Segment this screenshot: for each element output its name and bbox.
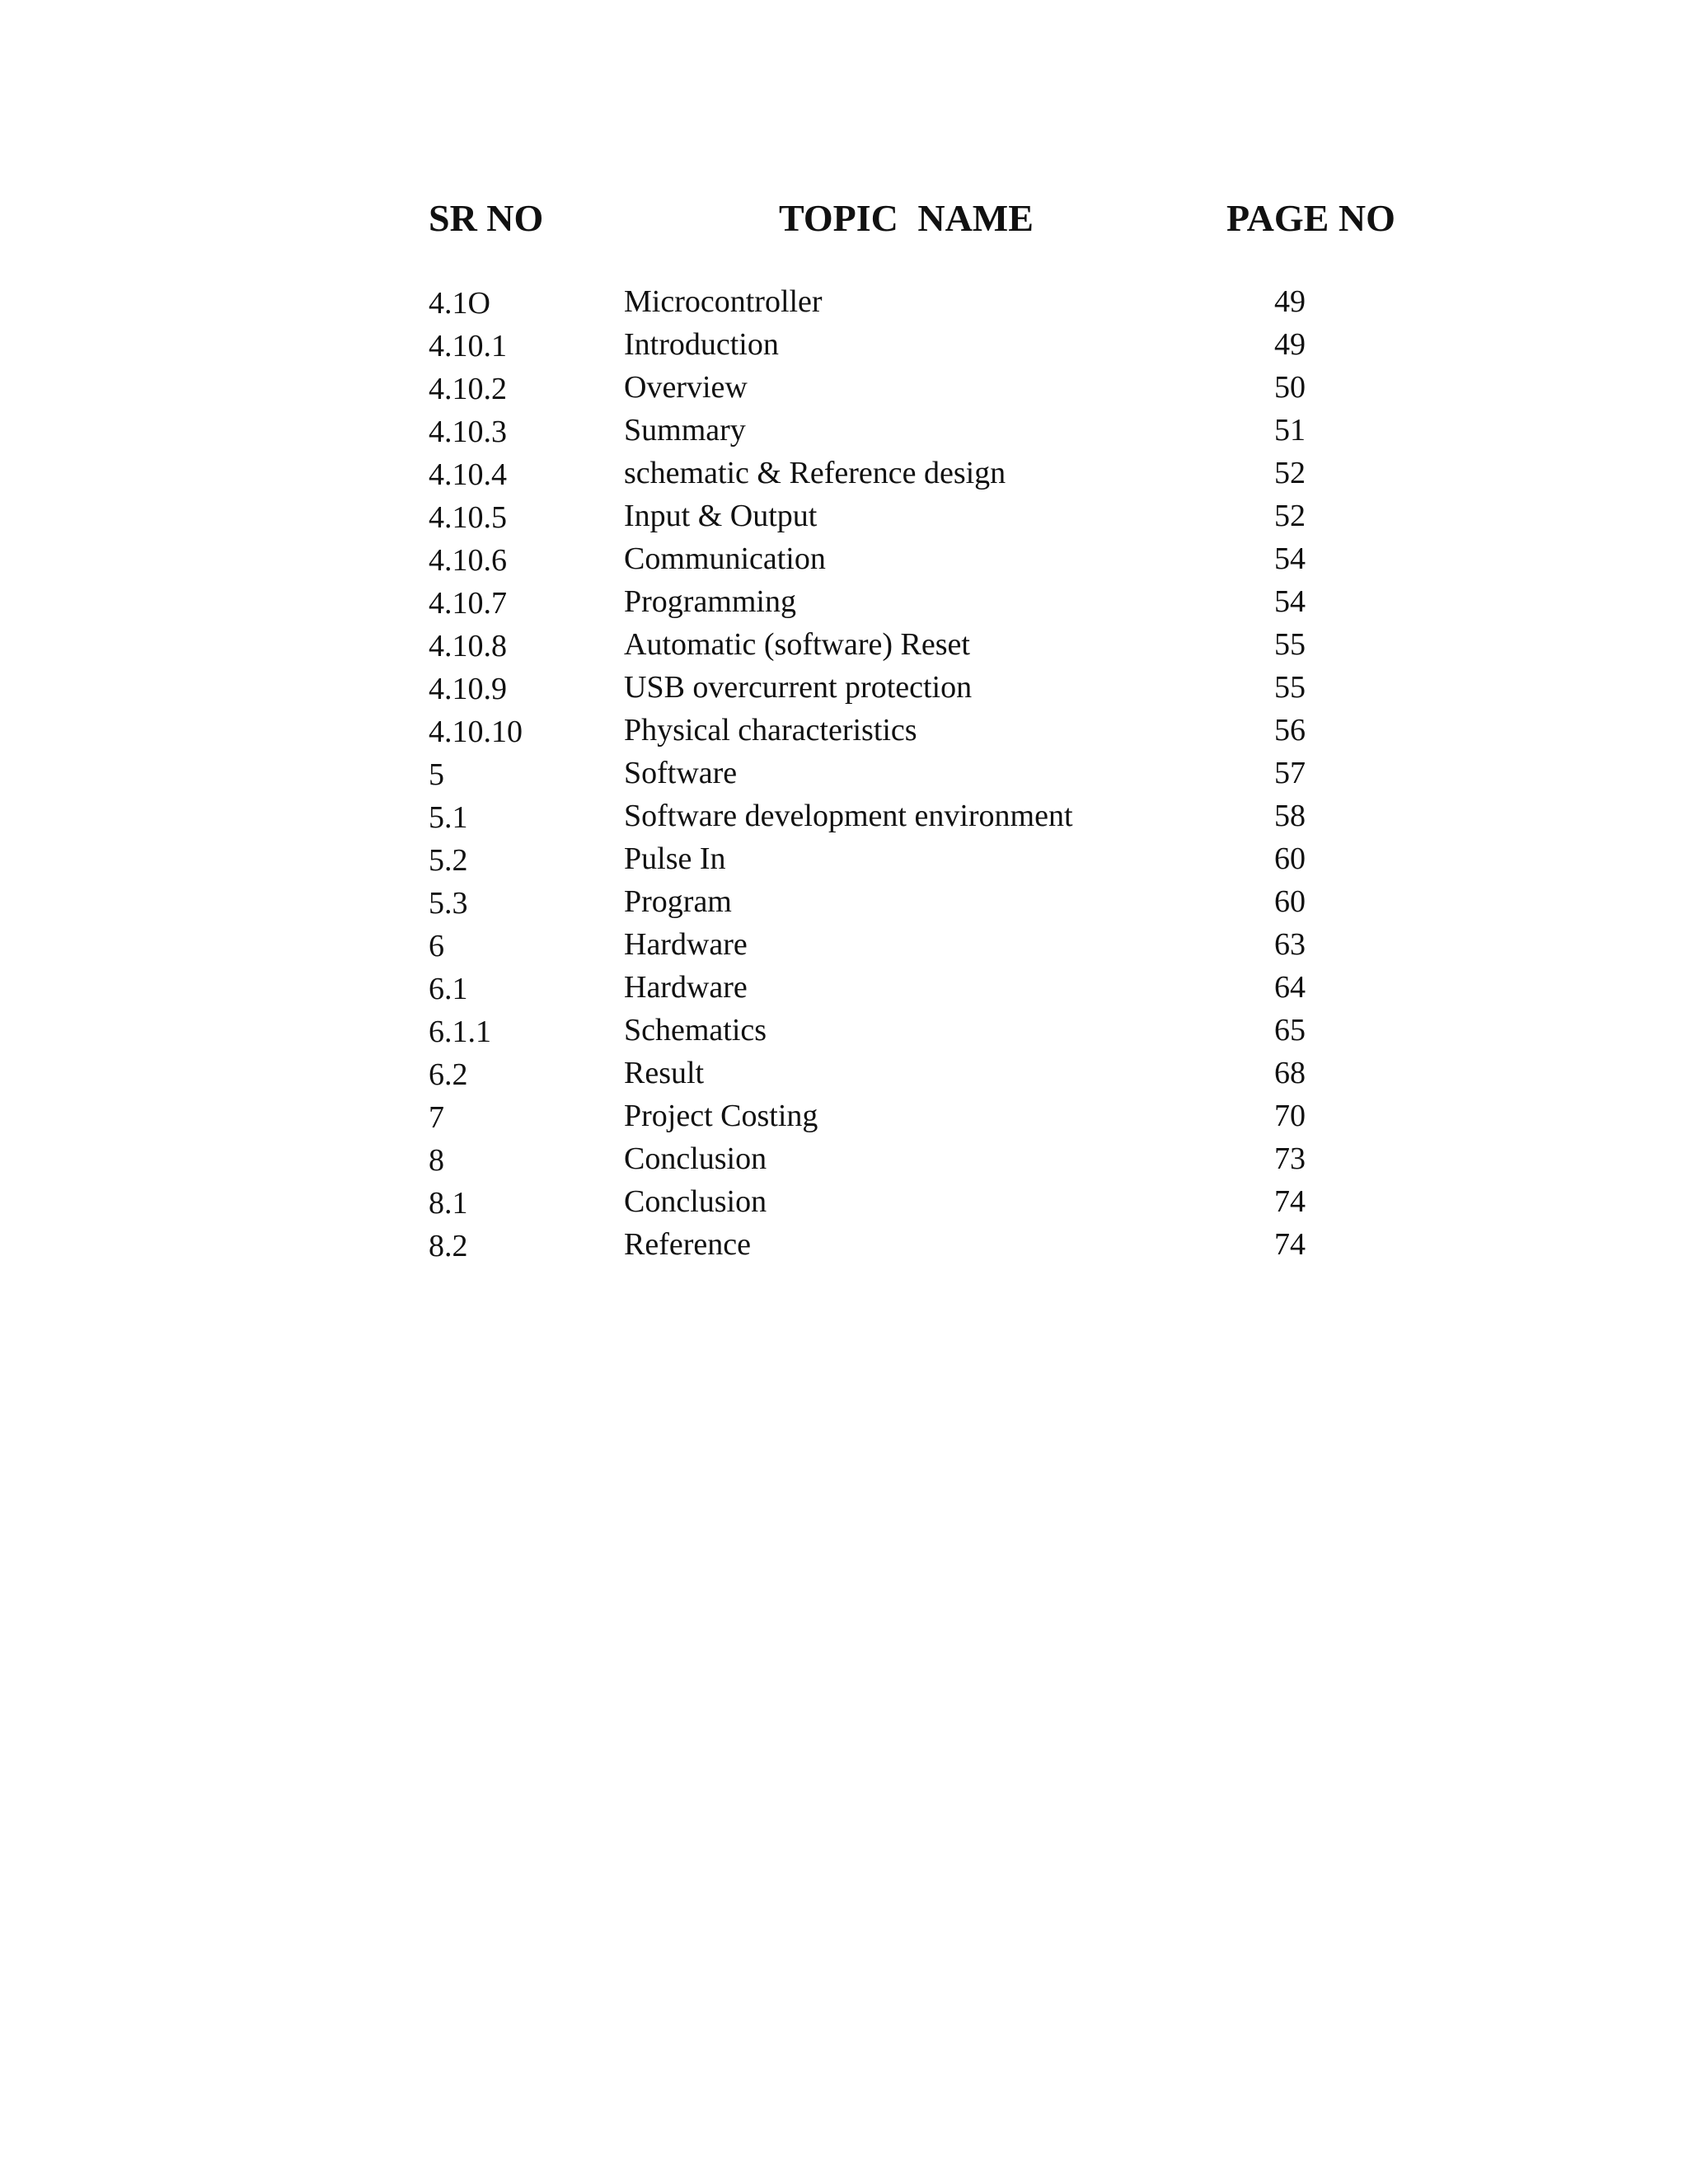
toc-page-no: 70 — [1274, 1099, 1306, 1133]
toc-topic-name: Software development environment — [624, 799, 1073, 833]
toc-sr-no: 6.1 — [429, 972, 468, 1006]
toc-topic-name: Input & Output — [624, 499, 818, 533]
toc-topic-name: Reference — [624, 1227, 751, 1262]
toc-topic-name: Overview — [624, 370, 748, 405]
toc-topic-name: Project Costing — [624, 1099, 818, 1133]
toc-row — [429, 837, 1418, 880]
toc-sr-no: 5.1 — [429, 800, 468, 835]
toc-sr-no: 6 — [429, 929, 444, 963]
toc-row — [429, 1223, 1418, 1266]
toc-row — [429, 452, 1418, 494]
toc-page-no: 65 — [1274, 1013, 1306, 1047]
toc-row — [429, 494, 1418, 537]
toc-topic-name: Physical characteristics — [624, 713, 917, 748]
toc-row — [429, 1180, 1418, 1223]
toc-page-no: 58 — [1274, 799, 1306, 833]
toc-sr-no: 4.10.2 — [429, 372, 507, 406]
header-sr-no: SR NO — [429, 197, 544, 239]
toc-sr-no: 8.1 — [429, 1186, 468, 1221]
toc-page-no: 49 — [1274, 284, 1306, 319]
toc-row — [429, 366, 1418, 409]
toc-sr-no: 4.10.4 — [429, 457, 507, 492]
toc-page-no: 52 — [1274, 456, 1306, 490]
toc-row — [429, 709, 1418, 752]
toc-page-no: 74 — [1274, 1227, 1306, 1262]
toc-page-no: 52 — [1274, 499, 1306, 533]
header-page-no: PAGE NO — [1226, 197, 1395, 239]
toc-sr-no: 4.10.8 — [429, 629, 507, 663]
toc-row — [429, 1094, 1418, 1137]
toc-row — [429, 1052, 1418, 1094]
toc-page-no: 55 — [1274, 627, 1306, 662]
toc-sr-no: 8 — [429, 1143, 444, 1178]
toc-row — [429, 537, 1418, 580]
toc-sr-no: 4.10.7 — [429, 586, 507, 621]
toc-row — [429, 1137, 1418, 1180]
toc-topic-name: Programming — [624, 584, 796, 619]
toc-page-no: 63 — [1274, 927, 1306, 962]
toc-sr-no: 4.1O — [429, 286, 490, 321]
toc-page-no: 74 — [1274, 1184, 1306, 1219]
toc-page-no: 51 — [1274, 413, 1306, 448]
toc-row — [429, 666, 1418, 709]
toc-topic-name: Hardware — [624, 970, 748, 1005]
toc-row — [429, 752, 1418, 794]
toc-topic-name: Program — [624, 884, 732, 919]
toc-page-no: 68 — [1274, 1056, 1306, 1090]
toc-row — [429, 280, 1418, 323]
toc-row — [429, 923, 1418, 966]
toc-row — [429, 323, 1418, 366]
toc-sr-no: 8.2 — [429, 1229, 468, 1263]
toc-topic-name: Pulse In — [624, 841, 726, 876]
toc-row — [429, 1009, 1418, 1052]
toc-row — [429, 794, 1418, 837]
toc-sr-no: 4.10.10 — [429, 715, 523, 749]
toc-topic-name: Schematics — [624, 1013, 767, 1047]
table-of-contents — [429, 190, 1418, 1263]
toc-page-no: 57 — [1274, 756, 1306, 790]
toc-sr-no: 4.10.5 — [429, 500, 507, 535]
toc-page-no: 54 — [1274, 541, 1306, 576]
toc-page-no: 55 — [1274, 670, 1306, 705]
toc-sr-no: 4.10.1 — [429, 329, 507, 363]
toc-row — [429, 623, 1418, 666]
toc-sr-no: 4.10.3 — [429, 415, 507, 449]
toc-page-no: 50 — [1274, 370, 1306, 405]
toc-topic-name: Introduction — [624, 327, 779, 362]
toc-topic-name: Summary — [624, 413, 746, 448]
toc-sr-no: 6.2 — [429, 1057, 468, 1092]
toc-topic-name: schematic & Reference design — [624, 456, 1006, 490]
toc-topic-name: Software — [624, 756, 738, 790]
toc-topic-name: Communication — [624, 541, 826, 576]
toc-page-no: 60 — [1274, 884, 1306, 919]
toc-page-no: 73 — [1274, 1141, 1306, 1176]
toc-topic-name: USB overcurrent protection — [624, 670, 973, 705]
toc-body — [429, 280, 1418, 1266]
toc-row — [429, 580, 1418, 623]
toc-topic-name: Conclusion — [624, 1184, 767, 1219]
toc-page-no: 60 — [1274, 841, 1306, 876]
toc-row — [429, 966, 1418, 1009]
toc-page-no: 54 — [1274, 584, 1306, 619]
toc-sr-no: 5.2 — [429, 843, 468, 878]
toc-sr-no: 5.3 — [429, 886, 468, 921]
toc-topic-name: Automatic (software) Reset — [624, 627, 970, 662]
toc-topic-name: Result — [624, 1056, 705, 1090]
toc-page-no: 64 — [1274, 970, 1306, 1005]
toc-header-row — [429, 190, 1418, 247]
toc-row — [429, 880, 1418, 923]
header-topic-name: TOPIC NAME — [779, 197, 1034, 239]
toc-sr-no: 5 — [429, 757, 444, 792]
toc-sr-no: 7 — [429, 1100, 444, 1135]
toc-topic-name: Conclusion — [624, 1141, 767, 1176]
toc-sr-no: 6.1.1 — [429, 1015, 491, 1049]
toc-sr-no: 4.10.9 — [429, 672, 507, 706]
toc-page-no: 56 — [1274, 713, 1306, 748]
toc-page-no: 49 — [1274, 327, 1306, 362]
toc-topic-name: Microcontroller — [624, 284, 823, 319]
toc-row — [429, 409, 1418, 452]
toc-sr-no: 4.10.6 — [429, 543, 507, 578]
toc-topic-name: Hardware — [624, 927, 748, 962]
